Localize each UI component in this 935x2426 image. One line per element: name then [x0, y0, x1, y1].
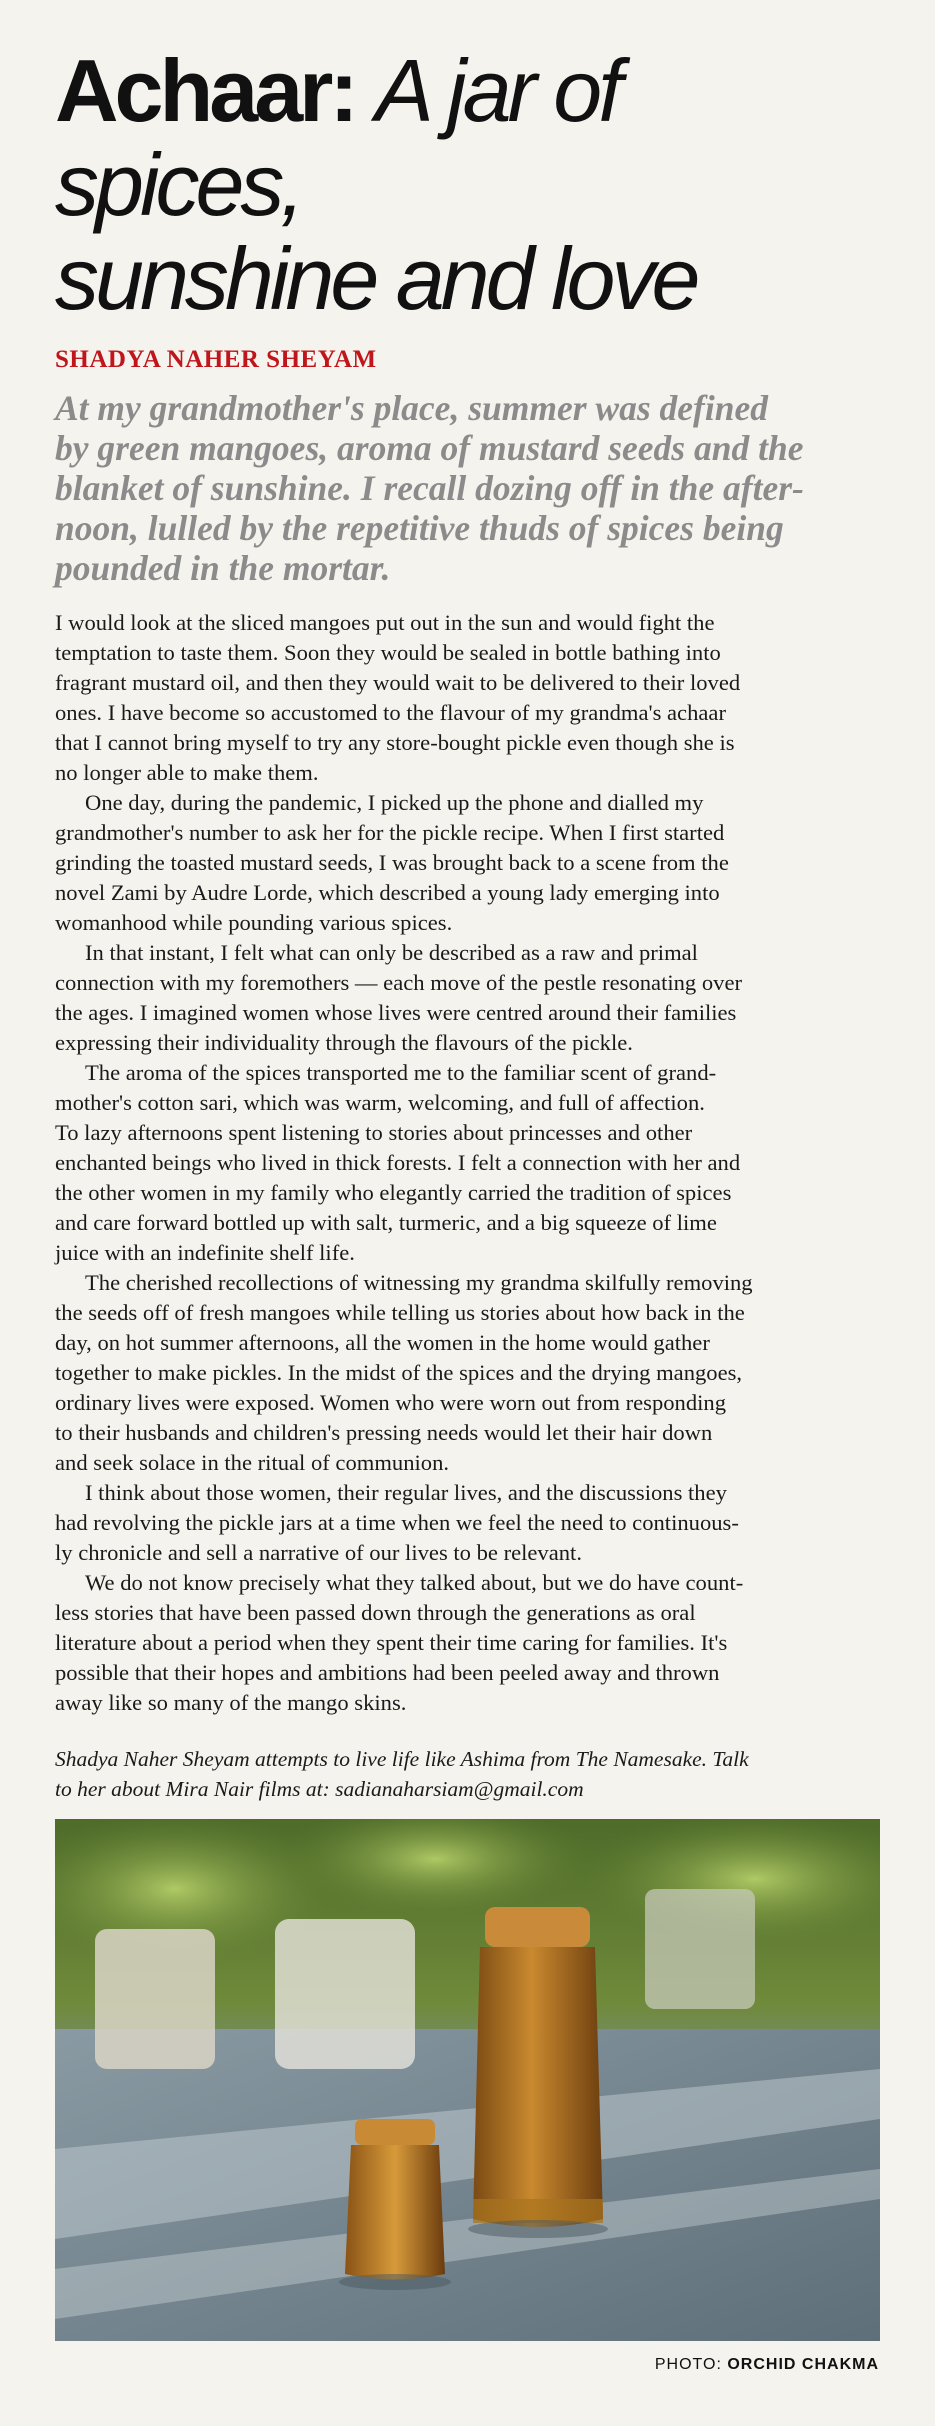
body-line: away like so many of the mango skins.	[55, 1690, 407, 1715]
body-line: that I cannot bring myself to try any store-bought pickle even though she is	[55, 730, 735, 755]
body-line: grandmother's number to ask her for the pickle recipe. When I first started	[55, 820, 725, 845]
body-line: temptation to taste them. Soon they would be sealed in bottle bathing into	[55, 640, 721, 665]
body-line: expressing their individuality through the flavours of the pickle.	[55, 1030, 633, 1055]
body-line: the ages. I imagined women whose lives were centred around their families	[55, 1000, 737, 1025]
body-line: juice with an indefinite shelf life.	[55, 1240, 355, 1265]
headline-italic-line1: A jar of spices,	[55, 41, 619, 234]
body-line: novel Zami by Audre Lorde, which described a young lady emerging into	[55, 880, 720, 905]
body-line: had revolving the pickle jars at a time when we feel the need to continuous-	[55, 1510, 739, 1535]
body-line: possible that their hopes and ambitions had been peeled away and thrown	[55, 1660, 720, 1685]
body-line: no longer able to make them.	[55, 760, 319, 785]
standfirst-line: by green mangoes, aroma of mustard seeds and the	[55, 428, 804, 468]
body-line: I think about those women, their regular lives, and the discussions they	[85, 1480, 727, 1505]
byline: SHADYA NAHER SHEYAM	[55, 346, 377, 373]
body-line: day, on hot summer afternoons, all the women in the home would gather	[55, 1330, 710, 1355]
pickle-jars-photo	[55, 1819, 880, 2341]
article-body	[55, 608, 880, 1718]
standfirst-line: pounded in the mortar.	[55, 548, 391, 588]
body-line: fragrant mustard oil, and then they would wait to be delivered to their loved	[55, 670, 741, 695]
body-line: and seek solace in the ritual of communion.	[55, 1450, 450, 1475]
headline-italic-line2: sunshine and love	[55, 229, 697, 328]
headline-bold: Achaar:	[55, 41, 355, 140]
body-line: I would look at the sliced mangoes put out in the sun and would fight the	[55, 610, 715, 635]
body-line: womanhood while pounding various spices.	[55, 910, 453, 935]
body-line: connection with my foremothers — each move of the pestle resonating over	[55, 970, 743, 995]
standfirst-line: At my grandmother's place, summer was defined	[55, 388, 768, 428]
body-line: In that instant, I felt what can only be described as a raw and primal	[85, 940, 698, 965]
body-line: grinding the toasted mustard seeds, I was brought back to a scene from the	[55, 850, 729, 875]
photo-credit-name: ORCHID CHAKMA	[727, 2356, 879, 2373]
body-line: together to make pickles. In the midst of the spices and the drying mangoes,	[55, 1360, 743, 1385]
photo-illustration	[55, 1819, 880, 2341]
body-line: mother's cotton sari, which was warm, welcoming, and full of affection.	[55, 1090, 705, 1115]
standfirst-line: noon, lulled by the repetitive thuds of spices being	[55, 508, 784, 548]
body-line: ly chronicle and sell a narrative of our lives to be relevant.	[55, 1540, 582, 1565]
body-line: to their husbands and children's pressing needs would let their hair down	[55, 1420, 713, 1445]
standfirst	[55, 388, 880, 588]
photo-credit-label: PHOTO:	[654, 2356, 722, 2373]
body-line: To lazy afternoons spent listening to stories about princesses and other	[55, 1120, 693, 1145]
body-line: The cherished recollections of witnessing my grandma skilfully removing	[85, 1270, 753, 1295]
body-line: enchanted beings who lived in thick forests. I felt a connection with her and	[55, 1150, 741, 1175]
headline	[55, 41, 880, 328]
body-line: the seeds off of fresh mangoes while telling us stories about how back in the	[55, 1300, 745, 1325]
body-line: We do not know precisely what they talked about, but we do have count-	[85, 1570, 744, 1595]
body-line: One day, during the pandemic, I picked up the phone and dialled my	[85, 790, 704, 815]
photo-credit	[655, 2356, 879, 2374]
body-line: ordinary lives were exposed. Women who were worn out from responding	[55, 1390, 727, 1415]
body-line: ones. I have become so accustomed to the flavour of my grandma's achaar	[55, 700, 726, 725]
body-line: literature about a period when they spent their time caring for families. It's	[55, 1630, 728, 1655]
body-line: and care forward bottled up with salt, turmeric, and a big squeeze of lime	[55, 1210, 717, 1235]
body-line: The aroma of the spices transported me to the familiar scent of grand-	[85, 1060, 717, 1085]
bio-line: to her about Mira Nair films at: sadianaharsiam@gmail.com	[55, 1777, 584, 1801]
author-bio	[55, 1744, 880, 1804]
body-line: less stories that have been passed down through the generations as oral	[55, 1600, 696, 1625]
bio-line: Shadya Naher Sheyam attempts to live life like Ashima from The Namesake. Talk	[55, 1747, 749, 1771]
standfirst-line: blanket of sunshine. I recall dozing off in the after-	[55, 468, 804, 508]
body-line: the other women in my family who elegantly carried the tradition of spices	[55, 1180, 732, 1205]
